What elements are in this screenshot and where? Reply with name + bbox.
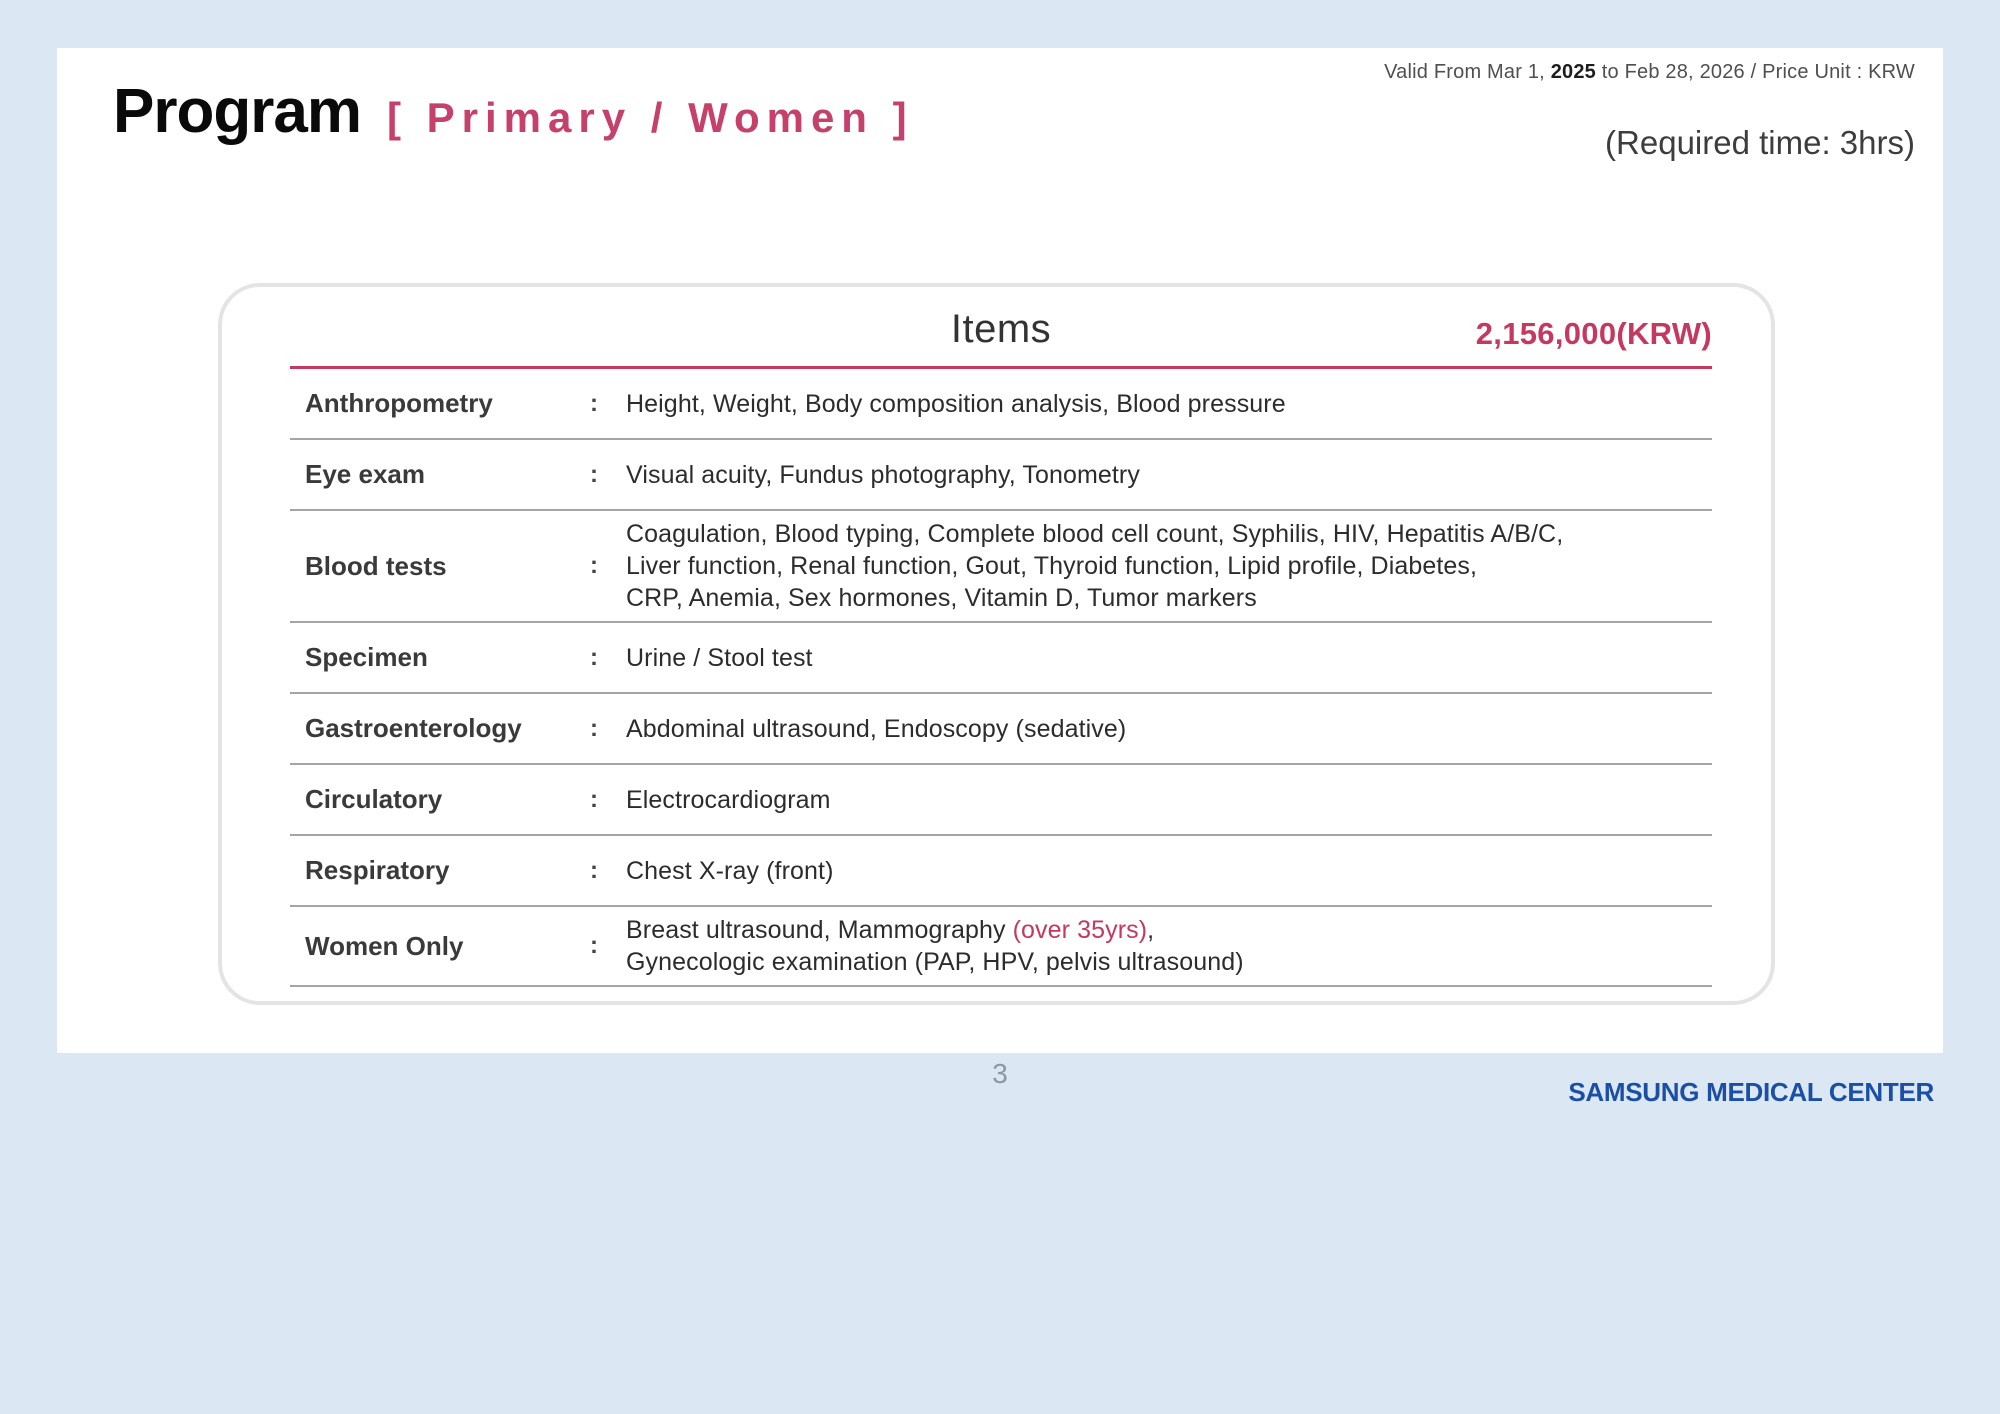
row-label: Circulatory <box>305 784 443 814</box>
row-content-line: Gynecologic examination (PAP, HPV, pelvis ultrasound) <box>626 948 1244 976</box>
row-label: Specimen <box>305 642 428 672</box>
row-content-line: Urine / Stool test <box>626 643 813 672</box>
table-row-women-only <box>290 907 1712 987</box>
samsung-medical-center-logo: SAMSUNG MEDICAL CENTER <box>1568 1077 1934 1107</box>
title-row <box>113 76 914 147</box>
women-only-age-note: (over 35yrs) <box>1012 916 1148 944</box>
row-colon: : <box>590 460 598 488</box>
row-content-line: Electrocardiogram <box>626 785 831 814</box>
row-content <box>626 518 1712 614</box>
row-content-line <box>626 914 1712 946</box>
table-row-circulatory <box>290 765 1712 836</box>
row-label: Eye exam <box>305 459 425 489</box>
row-colon: : <box>590 714 598 742</box>
row-label: Women Only <box>305 930 464 961</box>
row-colon: : <box>590 932 598 959</box>
row-content <box>626 713 1712 745</box>
row-colon: : <box>590 552 598 579</box>
row-colon: : <box>590 389 598 417</box>
row-colon: : <box>590 856 598 884</box>
program-table-card <box>218 283 1775 1005</box>
women-only-prefix: Breast ultrasound, Mammography <box>626 916 1013 944</box>
row-label: Gastroenterology <box>305 713 522 743</box>
women-only-suffix: , <box>1147 916 1155 944</box>
table-row-anthropometry <box>290 369 1712 440</box>
validity-year: 2025 <box>1550 61 1596 83</box>
validity-suffix: to Feb 28, 2026 / Price Unit : KRW <box>1596 61 1915 83</box>
table-row-gastroenterology <box>290 694 1712 765</box>
table-row-specimen <box>290 623 1712 694</box>
page-title: Program <box>113 77 361 146</box>
row-content-line: Chest X-ray (front) <box>626 856 834 885</box>
validity-prefix: Valid From Mar 1, <box>1384 61 1551 83</box>
slide <box>57 48 1943 1053</box>
items-header: Items <box>950 307 1052 351</box>
row-label: Anthropometry <box>305 388 493 418</box>
page-number: 3 <box>992 1058 1008 1089</box>
row-content <box>626 642 1712 674</box>
row-content-line: Coagulation, Blood typing, Complete blood cell count, Syphilis, HIV, Hepatitis A/B/C, <box>626 520 1564 548</box>
row-content-line: CRP, Anemia, Sex hormones, Vitamin D, Tumor markers <box>626 584 1257 612</box>
row-colon: : <box>590 643 598 671</box>
row-content <box>626 855 1712 887</box>
table-header <box>290 287 1712 369</box>
page-subtitle: [ Primary / Women ] <box>386 94 914 141</box>
row-colon: : <box>590 785 598 813</box>
row-content <box>626 914 1712 978</box>
required-time: (Required time: 3hrs) <box>1605 124 1915 161</box>
row-label: Respiratory <box>305 855 450 885</box>
validity-line <box>1384 61 1915 84</box>
table-row-blood-tests <box>290 511 1712 623</box>
table-row-respiratory <box>290 836 1712 907</box>
table-row-eye-exam <box>290 440 1712 511</box>
row-content-line: Abdominal ultrasound, Endoscopy (sedative) <box>626 714 1127 743</box>
price-value: 2,156,000(KRW) <box>1475 316 1712 351</box>
row-content <box>626 388 1712 420</box>
row-content <box>626 784 1712 816</box>
row-content-line: Height, Weight, Body composition analysis, Blood pressure <box>626 389 1286 418</box>
row-content-line: Visual acuity, Fundus photography, Tonometry <box>626 460 1140 489</box>
row-content-line: Liver function, Renal function, Gout, Thyroid function, Lipid profile, Diabetes, <box>626 552 1478 580</box>
row-label: Blood tests <box>305 550 447 581</box>
row-content <box>626 459 1712 491</box>
